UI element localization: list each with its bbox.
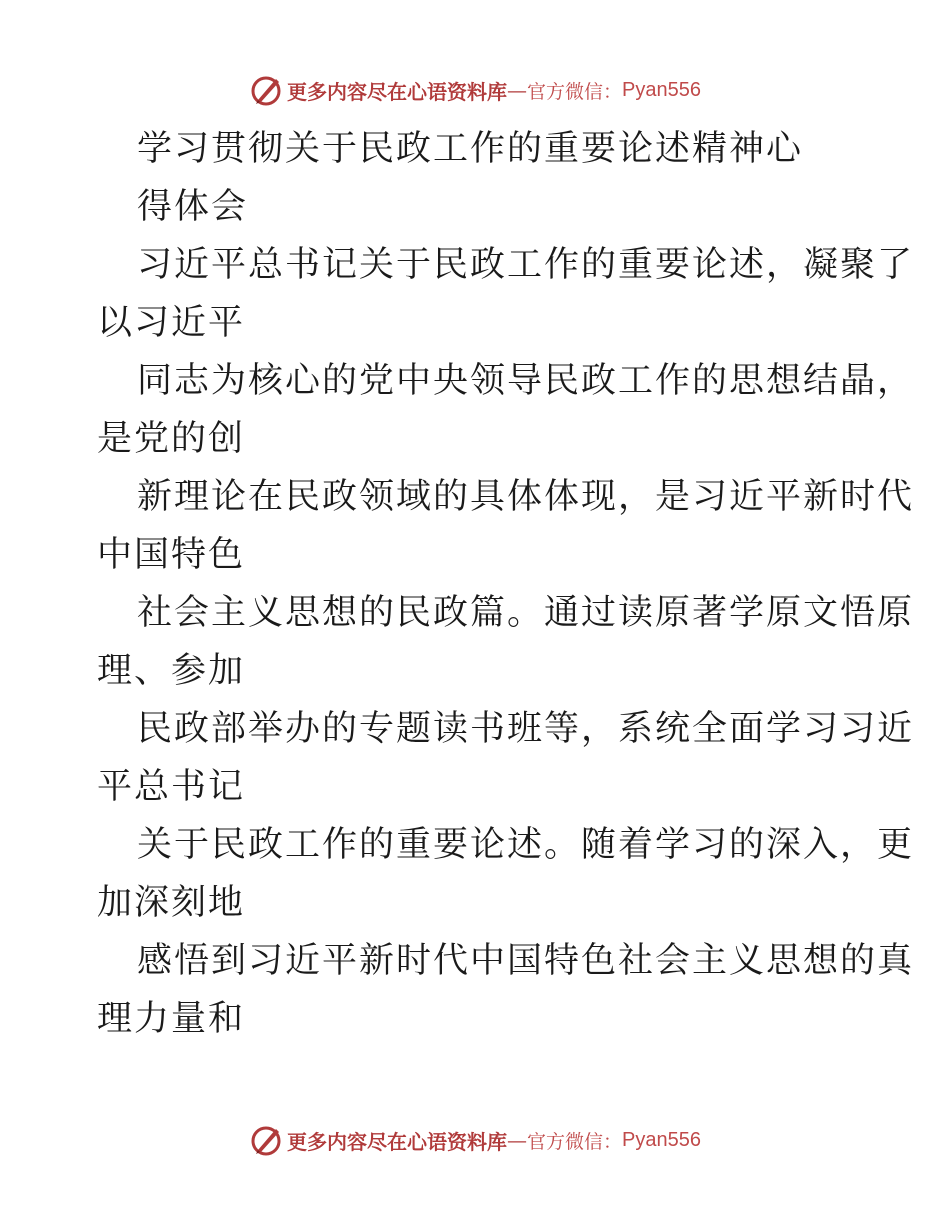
paragraph-line: 理力量和: [97, 999, 246, 1039]
paragraph-line: 同志为核心的党中央领导民政工作的思想结晶，: [137, 361, 915, 401]
banner-wechat-id: Pyan556: [622, 78, 701, 101]
pen-logo-icon: [249, 73, 283, 107]
paragraph-line: 习近平总书记关于民政工作的重要论述，凝聚了: [137, 245, 915, 285]
banner-wechat-label: 官方微信：: [527, 80, 623, 103]
banner-separator: —: [507, 1128, 527, 1152]
banner-title: 更多内容尽在心语资料库: [287, 1129, 507, 1154]
banner-wechat-label: 官方微信：: [527, 1130, 623, 1153]
pen-logo-icon: [249, 1123, 283, 1157]
paragraph-line: 是党的创: [97, 419, 246, 459]
banner-wechat-id: Pyan556: [622, 1128, 701, 1151]
document-body: [97, 120, 915, 1048]
paragraph-line: 加深刻地: [97, 883, 246, 923]
paragraph-line: 平总书记: [97, 767, 246, 807]
paragraph-line: 新理论在民政领域的具体体现，是习近平新时代: [137, 477, 915, 517]
paragraph-line: 社会主义思想的民政篇。通过读原著学原文悟原: [137, 593, 915, 633]
paragraph-line: 民政部举办的专题读书班等，系统全面学习习近: [137, 709, 915, 749]
footer-banner: [0, 1120, 950, 1160]
paragraph-line: 中国特色: [97, 535, 246, 575]
document-title-line-2: 得体会: [137, 187, 249, 227]
paragraph-line: 关于民政工作的重要论述。随着学习的深入，更: [137, 825, 915, 865]
paragraph-line: 感悟到习近平新时代中国特色社会主义思想的真: [137, 941, 915, 981]
banner-title: 更多内容尽在心语资料库: [287, 79, 507, 104]
header-banner: [0, 70, 950, 110]
document-title-line-1: 学习贯彻关于民政工作的重要论述精神心: [137, 129, 804, 169]
paragraph-line: 理、参加: [97, 651, 246, 691]
paragraph-line: 以习近平: [97, 303, 246, 343]
banner-separator: —: [507, 78, 527, 102]
